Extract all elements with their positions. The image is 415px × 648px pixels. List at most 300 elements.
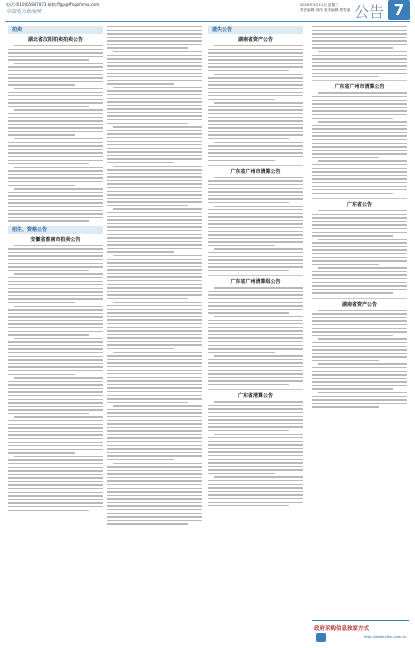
text-line: [107, 445, 202, 446]
text-line: [107, 94, 202, 95]
text-line: [312, 55, 407, 56]
text-line: [14, 188, 103, 189]
text-line: [107, 115, 202, 116]
text-line: [312, 146, 407, 147]
text-line: [312, 396, 407, 397]
column-3: [208, 26, 303, 510]
text-line: [208, 195, 303, 196]
text-line: [208, 184, 303, 185]
text-line: [312, 388, 393, 389]
notice-title: 广东省广州市清算公告: [334, 84, 385, 91]
text-line: [107, 402, 188, 403]
text-line: [208, 416, 303, 417]
text-line: [107, 62, 202, 63]
text-line: [107, 384, 202, 385]
text-line: [8, 266, 103, 267]
text-line: [107, 144, 202, 145]
text-line: [8, 152, 103, 153]
text-line: [208, 241, 303, 242]
text-line: [8, 477, 103, 478]
ad-banner-url[interactable]: http://www.cfen.com.cn: [364, 635, 407, 639]
text-line: [208, 234, 303, 235]
divider: [312, 298, 407, 299]
text-line: [107, 151, 202, 152]
text-line: [8, 156, 103, 157]
text-line: [214, 177, 303, 178]
text-line: [8, 502, 103, 503]
text-line: [312, 139, 407, 140]
text-line: [208, 66, 303, 67]
divider: [312, 80, 407, 81]
text-line: [107, 251, 174, 252]
text-line: [312, 246, 407, 247]
text-line: [214, 401, 303, 402]
text-line: [107, 234, 202, 235]
text-line: [8, 102, 103, 103]
text-line: [8, 366, 103, 367]
text-line: [312, 153, 407, 154]
text-line: [208, 484, 303, 485]
section-bar-loss-notice: [208, 26, 303, 34]
text-line: [107, 437, 202, 438]
section-bar-auction: [8, 26, 103, 34]
text-line: [208, 134, 303, 135]
text-line: [113, 352, 202, 353]
text-line: [208, 437, 303, 438]
text-line: [312, 157, 379, 158]
text-line: [107, 294, 202, 295]
text-line: [14, 63, 103, 64]
text-line: [107, 377, 202, 378]
text-line: [208, 266, 303, 267]
ad-banner[interactable]: [312, 620, 409, 645]
text-line: [318, 239, 407, 240]
text-line: [208, 466, 303, 467]
text-line: [8, 434, 103, 435]
text-line: [208, 131, 303, 132]
text-line: [312, 342, 407, 343]
text-line: [312, 193, 393, 194]
text-line: [107, 387, 202, 388]
text-line: [107, 330, 202, 331]
text-line: [208, 423, 303, 424]
text-line: [318, 392, 407, 393]
text-line: [107, 370, 202, 371]
text-line: [107, 427, 202, 428]
text-line: [14, 167, 103, 168]
text-line: [107, 223, 202, 224]
text-line: [8, 288, 103, 289]
text-line: [8, 199, 103, 200]
text-line: [107, 505, 202, 506]
text-line: [312, 224, 407, 225]
text-line: [208, 473, 275, 474]
text-line: [312, 40, 407, 41]
text-line: [312, 44, 407, 45]
text-line: [8, 467, 103, 468]
text-line: [208, 370, 303, 371]
text-line: [8, 145, 103, 146]
text-line: [107, 391, 202, 392]
text-line: [107, 341, 202, 342]
text-line: [8, 99, 103, 100]
text-line: [107, 230, 202, 231]
text-line: [107, 216, 202, 217]
text-line: [107, 173, 202, 174]
text-line: [8, 316, 103, 317]
text-line: [312, 178, 407, 179]
text-line: [107, 191, 202, 192]
text-line: [113, 255, 202, 256]
notice-title: 广东省广州清算组公告: [230, 279, 281, 286]
divider: [208, 275, 303, 276]
text-line: [208, 160, 275, 161]
text-line: [107, 380, 202, 381]
text-line: [8, 388, 103, 389]
text-line: [8, 406, 103, 407]
text-line: [113, 87, 202, 88]
text-line: [8, 499, 103, 500]
text-line: [107, 495, 202, 496]
text-line: [107, 305, 202, 306]
text-line: [8, 492, 103, 493]
text-line: [14, 45, 103, 46]
text-line: [312, 128, 407, 129]
text-line: [8, 323, 103, 324]
column-1: [8, 26, 103, 515]
text-line: [208, 451, 303, 452]
text-line: [8, 124, 103, 125]
text-line: [107, 155, 202, 156]
text-line: [208, 426, 303, 427]
text-line: [8, 391, 103, 392]
text-line: [318, 160, 407, 161]
notice-block: [312, 202, 407, 294]
text-line: [208, 92, 303, 93]
text-line: [312, 406, 379, 407]
text-line: [214, 355, 303, 356]
text-line: [312, 331, 407, 332]
text-line: [208, 362, 303, 363]
text-line: [208, 220, 303, 221]
text-line: [8, 298, 103, 299]
text-line: [107, 105, 202, 106]
text-line: [107, 455, 202, 456]
text-line: [107, 65, 202, 66]
date-block: [300, 3, 350, 12]
text-line: [312, 346, 407, 347]
notice-block: [208, 393, 303, 506]
text-line: [8, 459, 103, 460]
contact-line: 电话:(010)65847873 邮箱:ffgp@ffngofnma.com: [6, 2, 100, 7]
text-line: [8, 438, 103, 439]
text-line: [8, 363, 103, 364]
page-title: 公告: [354, 3, 385, 21]
text-line: [208, 502, 303, 503]
text-line: [107, 90, 202, 91]
text-line: [8, 206, 103, 207]
text-line: [8, 431, 103, 432]
text-line: [208, 380, 303, 381]
text-line: [208, 213, 303, 214]
text-line: [208, 191, 303, 192]
divider: [312, 198, 407, 199]
text-line: [107, 323, 202, 324]
text-line: [14, 138, 103, 139]
text-line: [208, 198, 303, 199]
text-line: [8, 320, 103, 321]
text-line: [107, 201, 202, 202]
text-line: [107, 412, 202, 413]
text-line: [8, 463, 103, 464]
text-line: [208, 348, 303, 349]
text-line: [107, 309, 202, 310]
text-line: [8, 77, 103, 78]
text-line: [312, 320, 407, 321]
text-line: [208, 412, 303, 413]
text-line: [107, 298, 188, 299]
text-line: [214, 248, 303, 249]
text-line: [8, 327, 103, 328]
notice-title: 湖南省资产公告: [237, 37, 273, 43]
notice-body: [208, 45, 303, 161]
text-line: [107, 480, 202, 481]
text-line: [107, 80, 202, 81]
notice-title: 广东省公告: [346, 202, 372, 209]
text-line: [107, 148, 202, 149]
divider: [208, 389, 303, 390]
text-line: [8, 488, 103, 489]
text-line: [214, 142, 303, 143]
text-line: [107, 359, 202, 360]
text-line: [312, 335, 393, 336]
notice-block: [312, 302, 407, 408]
text-line: [208, 109, 303, 110]
text-line: [214, 45, 303, 46]
text-line: [312, 378, 407, 379]
text-line: [107, 491, 202, 492]
text-line: [312, 107, 407, 108]
text-line: [208, 305, 303, 306]
text-line: [208, 498, 303, 499]
text-line: [8, 202, 103, 203]
text-line: [107, 498, 202, 499]
text-line: [208, 312, 289, 313]
text-line: [208, 309, 303, 310]
text-line: [107, 101, 202, 102]
text-line: [107, 98, 202, 99]
text-line: [8, 352, 103, 353]
text-line: [312, 371, 407, 372]
text-line: [8, 52, 103, 53]
text-line: [318, 338, 407, 339]
text-line: [14, 456, 103, 457]
text-line: [107, 520, 202, 521]
text-line: [8, 413, 89, 414]
text-line: [107, 137, 202, 138]
text-line: [107, 180, 202, 181]
text-line: [8, 445, 103, 446]
page-header: [0, 0, 415, 22]
text-line: [107, 244, 202, 245]
text-line: [208, 263, 303, 264]
text-line: [8, 270, 89, 271]
notice-title: 湖南省资产公告: [341, 301, 377, 308]
text-line: [8, 59, 89, 60]
text-line: [8, 402, 103, 403]
text-line: [208, 231, 303, 232]
text-line: [208, 327, 303, 328]
text-line: [208, 99, 275, 100]
text-line: [8, 348, 103, 349]
text-line: [312, 349, 407, 350]
text-line: [208, 298, 303, 299]
text-line: [107, 484, 202, 485]
text-line: [312, 58, 407, 59]
text-line: [208, 359, 303, 360]
text-line: [107, 69, 202, 70]
text-line: [8, 291, 103, 292]
text-line: [312, 175, 407, 176]
text-line: [8, 442, 103, 443]
text-line: [107, 83, 174, 84]
text-line: [8, 495, 103, 496]
text-line: [312, 292, 393, 293]
text-line: [8, 359, 103, 360]
text-line: [208, 462, 303, 463]
text-line: [8, 142, 103, 143]
text-line: [318, 92, 407, 93]
text-line: [312, 235, 393, 236]
text-line: [312, 114, 407, 115]
text-line: [113, 126, 202, 127]
text-line: [312, 264, 379, 265]
text-line: [107, 47, 188, 48]
text-line: [312, 381, 407, 382]
text-line: [208, 188, 303, 189]
text-line: [8, 131, 103, 132]
text-line: [208, 223, 303, 224]
text-line: [312, 228, 407, 229]
text-line: [107, 37, 202, 38]
text-line: [8, 331, 103, 332]
text-line: [214, 287, 303, 288]
text-line: [107, 133, 202, 134]
section-label: 招生、资格公告: [12, 226, 48, 233]
page-number-badge: 7: [388, 0, 410, 20]
text-line: [107, 212, 202, 213]
text-line: [312, 118, 393, 119]
text-line: [208, 491, 303, 492]
text-line: [312, 242, 407, 243]
text-line: [312, 274, 407, 275]
text-line: [8, 95, 103, 96]
text-line: [312, 385, 407, 386]
text-line: [214, 316, 303, 317]
text-line: [312, 353, 407, 354]
text-line: [208, 373, 303, 374]
text-line: [208, 56, 303, 57]
text-line: [312, 282, 407, 283]
text-line: [312, 168, 407, 169]
text-line: [8, 420, 103, 421]
text-line: [8, 384, 103, 385]
text-line: [208, 88, 303, 89]
text-line: [208, 384, 289, 385]
text-line: [107, 266, 202, 267]
text-line: [107, 40, 202, 41]
text-line: [107, 226, 202, 227]
text-line: [107, 55, 202, 56]
text-line: [208, 138, 289, 139]
text-line: [312, 253, 407, 254]
text-line: [107, 459, 174, 460]
text-line: [8, 427, 103, 428]
text-line: [208, 459, 303, 460]
notice-title: 安徽省淮南市拍卖公告: [30, 236, 81, 243]
text-line: [8, 181, 103, 182]
notice-block: [312, 84, 407, 194]
text-line: [208, 419, 303, 420]
text-line: [107, 169, 202, 170]
notice-body: [312, 26, 407, 77]
text-line: [208, 238, 303, 239]
text-line: [208, 455, 303, 456]
section-label: 遗失公告: [212, 27, 233, 33]
text-line: [208, 441, 303, 442]
text-line: [8, 66, 103, 67]
notice-body: [208, 287, 303, 385]
text-line: [312, 221, 407, 222]
notice-title: 广东省广州市清算公告: [230, 168, 281, 175]
text-line: [8, 313, 103, 314]
text-line: [107, 502, 202, 503]
text-line: [208, 337, 303, 338]
text-line: [107, 183, 202, 184]
text-line: [107, 516, 202, 517]
notice-body: [312, 210, 407, 294]
text-line: [8, 49, 103, 50]
text-line: [312, 367, 407, 368]
text-line: [208, 95, 303, 96]
text-line: [208, 270, 289, 271]
text-line: [312, 403, 407, 404]
text-line: [107, 430, 202, 431]
text-line: [8, 395, 103, 396]
text-line: [8, 470, 103, 471]
text-line: [8, 74, 103, 75]
text-line: [312, 317, 407, 318]
ad-banner-title: 政府采购信息独家方式: [314, 626, 370, 632]
text-line: [208, 259, 303, 260]
text-line: [107, 441, 202, 442]
text-line: [107, 312, 202, 313]
text-line: [312, 30, 407, 31]
notice-body: [312, 92, 407, 194]
text-line: [8, 370, 103, 371]
text-line: [8, 195, 103, 196]
text-line: [107, 26, 202, 27]
text-line: [318, 51, 407, 52]
text-line: [8, 177, 103, 178]
text-line: [107, 470, 202, 471]
text-line: [107, 130, 202, 131]
text-line: [8, 309, 103, 310]
text-line: [8, 106, 89, 107]
text-line: [208, 377, 303, 378]
text-line: [208, 113, 303, 114]
text-line: [312, 313, 407, 314]
